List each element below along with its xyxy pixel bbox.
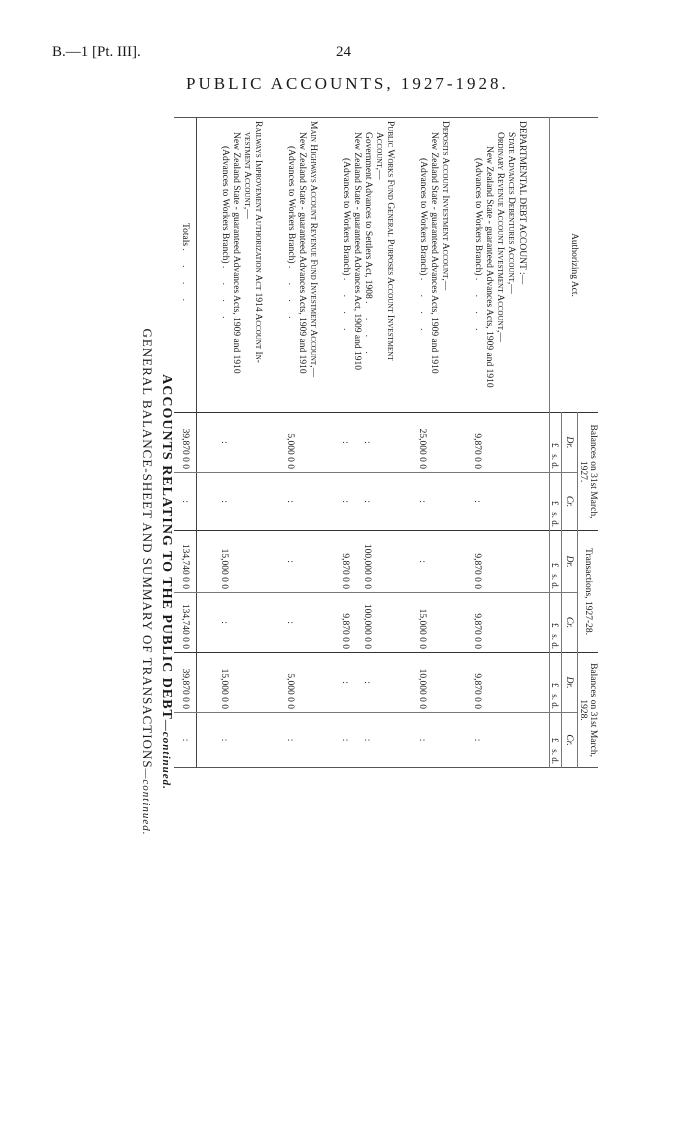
table-row	[505, 118, 516, 768]
unit-labels: £ s. d.	[550, 413, 562, 473]
sub-heading: GENERAL BALANCE-SHEET AND SUMMARY OF TRANSACTIONS—continued.	[140, 328, 155, 836]
cell-value: :	[472, 473, 483, 531]
row-label: State Advances Debentures Account,—	[506, 132, 516, 294]
main-heading: ACCOUNTS RELATING TO THE PUBLIC DEBT—continued.	[159, 374, 174, 790]
rotated-table-block	[98, 112, 598, 1052]
cell-value: 100,000 0 0	[362, 593, 373, 653]
cell-value: :	[285, 593, 296, 653]
cell-value: 100,000 0 0	[362, 531, 373, 593]
balances-1927-header: Balances on 31st March, 1927.	[578, 413, 599, 531]
cell-value: :	[219, 413, 230, 473]
row-label: Ordinary Revenue Account Investment Account,—	[495, 132, 505, 342]
unit-labels: £ s. d.	[550, 593, 562, 653]
cell-value: :	[285, 713, 296, 768]
cell-value: :	[340, 413, 351, 473]
cell-value: 39,870 0 0	[174, 653, 197, 713]
dr-header: Dr.	[562, 413, 578, 473]
cell-value: :	[362, 713, 373, 768]
table-row	[351, 118, 362, 768]
cr-header: Cr.	[562, 473, 578, 531]
table-row	[417, 118, 428, 768]
table-row	[296, 118, 307, 768]
cell-value: 15,000 0 0	[219, 653, 230, 713]
cell-value: 5,000 0 0	[285, 413, 296, 473]
row-label: (Advances to Workers Branch) . . . .	[418, 158, 428, 337]
table-row	[362, 118, 373, 768]
cell-value: :	[417, 473, 428, 531]
cr-header: Cr.	[562, 593, 578, 653]
table-row	[307, 118, 318, 768]
cell-value: :	[417, 531, 428, 593]
page-title: PUBLIC ACCOUNTS, 1927-1928.	[186, 74, 509, 93]
row-label: (Advances to Workers Branch) . . . .	[286, 146, 296, 325]
cell-value: 9,870 0 0	[340, 531, 351, 593]
table-row	[373, 118, 384, 768]
balances-1928-header: Balances on 31st March, 1928.	[578, 653, 599, 768]
header-left: B.—1 [Pt. III].	[52, 44, 141, 60]
cell-value: :	[285, 531, 296, 593]
row-label: Public Works Fund General Purposes Account Investment	[385, 121, 395, 361]
table-row	[483, 118, 494, 768]
cell-value: 134,740 0 0	[174, 593, 197, 653]
cell-value: :	[362, 653, 373, 713]
row-label: New Zealand State - guaranteed Advances Act, 1909 and 1910	[352, 132, 362, 370]
cell-value: 39,870 0 0	[174, 413, 197, 473]
cell-value: 9,870 0 0	[472, 593, 483, 653]
totals-label: Totals . . . .	[174, 118, 197, 413]
cell-value: :	[219, 593, 230, 653]
row-label: New Zealand State - guaranteed Advances Acts, 1909 and 1910	[484, 146, 494, 388]
row-label: Deposits Account Investment Account,—	[440, 121, 450, 291]
row-label: (Advances to Workers Branch) . . . .	[341, 158, 351, 337]
row-label: New Zealand State - guaranteed Advances Acts, 1909 and 1910	[297, 132, 307, 374]
table-row	[516, 118, 527, 768]
page-number: 24	[336, 44, 351, 60]
totals-row	[174, 118, 197, 768]
table-row	[384, 118, 395, 768]
row-label: (Advances to Workers Branch) . . . .	[220, 146, 230, 325]
row-label: Railways Improvement Authorization Act 1914 Account In-	[253, 121, 263, 363]
transactions-header: Transactions, 1927-28.	[578, 531, 599, 653]
table-row	[241, 118, 252, 768]
unit-labels: £ s. d.	[550, 473, 562, 531]
cell-value: :	[340, 473, 351, 531]
cell-value: 9,870 0 0	[472, 653, 483, 713]
cell-value: :	[285, 473, 296, 531]
cell-value: 9,870 0 0	[472, 413, 483, 473]
cell-value: :	[219, 473, 230, 531]
table-row	[230, 118, 241, 768]
dr-header: Dr.	[562, 531, 578, 593]
cell-value: 5,000 0 0	[285, 653, 296, 713]
cell-value: :	[417, 713, 428, 768]
cell-value: :	[340, 653, 351, 713]
unit-labels: £ s. d.	[550, 713, 562, 768]
cell-value: :	[340, 713, 351, 768]
table-row	[428, 118, 439, 768]
cr-header: Cr.	[562, 713, 578, 768]
row-label: (Advances to Workers Branch) . . . .	[473, 158, 483, 337]
cell-value: 134,740 0 0	[174, 531, 197, 593]
row-label: New Zealand State - guaranteed Advances Acts, 1909 and 1910	[429, 132, 439, 374]
dr-header: Dr.	[562, 653, 578, 713]
row-label: Main Highways Account Revenue Fund Investment Account,—	[308, 121, 318, 378]
row-label: New Zealand State - guaranteed Advances Acts, 1909 and 1910	[231, 132, 241, 374]
cell-value: 9,870 0 0	[340, 593, 351, 653]
unit-labels: £ s. d.	[550, 531, 562, 593]
cell-value: :	[219, 713, 230, 768]
table-row	[219, 118, 230, 768]
table-row	[494, 118, 505, 768]
cell-value: 25,000 0 0	[417, 413, 428, 473]
unit-labels: £ s. d.	[550, 653, 562, 713]
row-label: DEPARTMENTAL DEBT ACCOUNT :—	[517, 121, 527, 285]
table-row	[439, 118, 450, 768]
row-label: Government Advances to Settlers Act, 1908 . . . .	[363, 132, 373, 360]
cell-value: :	[472, 713, 483, 768]
cell-value: :	[362, 413, 373, 473]
authorizing-act-header: Authorizing Act.	[550, 118, 599, 413]
balance-sheet-table	[174, 117, 598, 768]
cell-value: 15,000 0 0	[417, 593, 428, 653]
cell-value: :	[174, 473, 197, 531]
cell-value: 15,000 0 0	[219, 531, 230, 593]
cell-value: 9,870 0 0	[472, 531, 483, 593]
row-label: Account,—	[374, 132, 384, 180]
row-label: vestment Account,—	[242, 132, 252, 219]
table-row	[472, 118, 483, 768]
table-row	[285, 118, 296, 768]
cell-value: 10,000 0 0	[417, 653, 428, 713]
cell-value: :	[174, 713, 197, 768]
cell-value: :	[362, 473, 373, 531]
table-row	[252, 118, 263, 768]
table-row	[340, 118, 351, 768]
